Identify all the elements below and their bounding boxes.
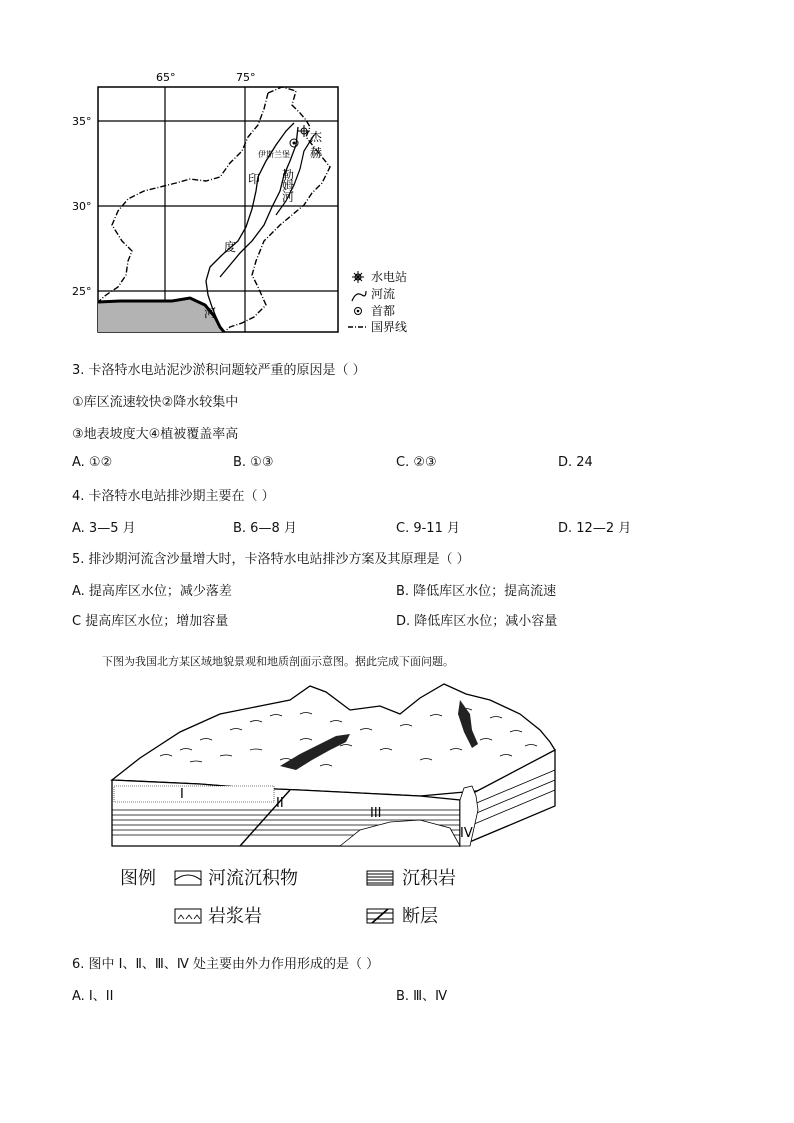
lon-label-65: 65° <box>156 71 176 84</box>
q6-stem: 6. 图中 I、Ⅱ、Ⅲ、Ⅳ 处主要由外力作用形成的是（ ） <box>72 957 380 972</box>
q4-stem: 4. 卡洛特水电站排沙期主要在（ ） <box>72 489 275 504</box>
q4-option-d[interactable]: D. 12—2 月 <box>558 521 632 536</box>
legend-river-icon <box>352 291 366 301</box>
fault-swatch <box>366 908 394 924</box>
diagram-legend <box>120 862 480 932</box>
national-border <box>98 87 330 332</box>
q3-option-a[interactable]: A. ①② <box>72 455 113 470</box>
capital-label: 伊斯兰堡 <box>258 150 290 159</box>
pakistan-map <box>60 65 440 340</box>
map-frame <box>98 87 338 332</box>
q3-line2: ③地表坡度大④植被覆盖率高 <box>72 427 239 442</box>
q5-stem: 5. 排沙期河流含沙量增大时，卡洛特水电站排沙方案及其原理是（ ） <box>72 552 470 567</box>
lat-label-25: 25° <box>72 285 92 298</box>
map-legend <box>348 269 407 334</box>
legend-fault: 断层 <box>402 906 438 927</box>
geology-block-diagram <box>100 670 570 860</box>
lon-label-75: 75° <box>236 71 256 84</box>
label-ii: II <box>276 796 284 811</box>
q6-option-b[interactable]: B. Ⅲ、Ⅳ <box>396 989 448 1004</box>
legend-river-label: 河流 <box>371 287 396 301</box>
legend-title: 图例 <box>120 868 156 889</box>
q5-option-d[interactable]: D. 降低库区水位；减小容量 <box>396 614 558 629</box>
q3-option-d[interactable]: D. 24 <box>558 455 593 470</box>
q3-option-b[interactable]: B. ①③ <box>233 455 274 470</box>
q5-option-b[interactable]: B. 降低库区水位；提高流速 <box>396 584 557 599</box>
river-sediment-swatch <box>174 870 202 886</box>
q3-stem: 3. 卡洛特水电站泥沙淤积问题较严重的原因是（ ） <box>72 363 366 378</box>
indus-label-2: 度 <box>224 240 237 254</box>
block-diagram-intro: 下图为我国北方某区域地貌景观和地质剖面示意图。据此完成下面问题。 <box>102 655 454 668</box>
lat-label-35: 35° <box>72 115 92 128</box>
q4-option-a[interactable]: A. 3—5 月 <box>72 521 136 536</box>
indus-label-1: 印 <box>248 172 261 186</box>
chenab-label-3: 河 <box>282 190 295 204</box>
q3-line1: ①库区流速较快②降水较集中 <box>72 395 239 410</box>
indus-label-3: 河 <box>204 306 217 320</box>
legend-capital-label: 首都 <box>371 304 396 318</box>
label-iv: IV <box>460 826 473 841</box>
river-sediment-zone <box>114 786 274 802</box>
legend-river-sediment: 河流沉积物 <box>208 868 298 889</box>
jhelum-label-2: 赫 <box>310 146 323 160</box>
q4-option-b[interactable]: B. 6—8 月 <box>233 521 297 536</box>
legend-sedimentary-rock: 沉积岩 <box>402 868 456 889</box>
q5-option-c[interactable]: C 提高库区水位；增加容量 <box>72 614 229 629</box>
legend-magmatic-rock: 岩浆岩 <box>208 906 262 927</box>
hydro-station-icon <box>298 125 310 137</box>
legend-hydro-label: 水电站 <box>371 270 408 284</box>
label-iii: III <box>370 806 382 821</box>
chenab-label-1: 勒 <box>282 168 295 182</box>
chenab-label-2: 姆 <box>282 179 295 193</box>
magmatic-rock-swatch <box>174 908 202 924</box>
lat-label-30: 30° <box>72 200 92 213</box>
legend-hydro-icon <box>352 271 364 283</box>
q4-option-c[interactable]: C. 9-11 月 <box>396 521 460 536</box>
jhelum-label-1: 杰 <box>310 130 323 144</box>
legend-border-label: 国界线 <box>371 320 408 334</box>
sedimentary-rock-swatch <box>366 870 394 886</box>
q6-option-a[interactable]: A. I、II <box>72 989 114 1004</box>
q3-option-c[interactable]: C. ②③ <box>396 455 437 470</box>
label-i: I <box>180 787 184 802</box>
q5-option-a[interactable]: A. 提高库区水位；减少落差 <box>72 584 232 599</box>
